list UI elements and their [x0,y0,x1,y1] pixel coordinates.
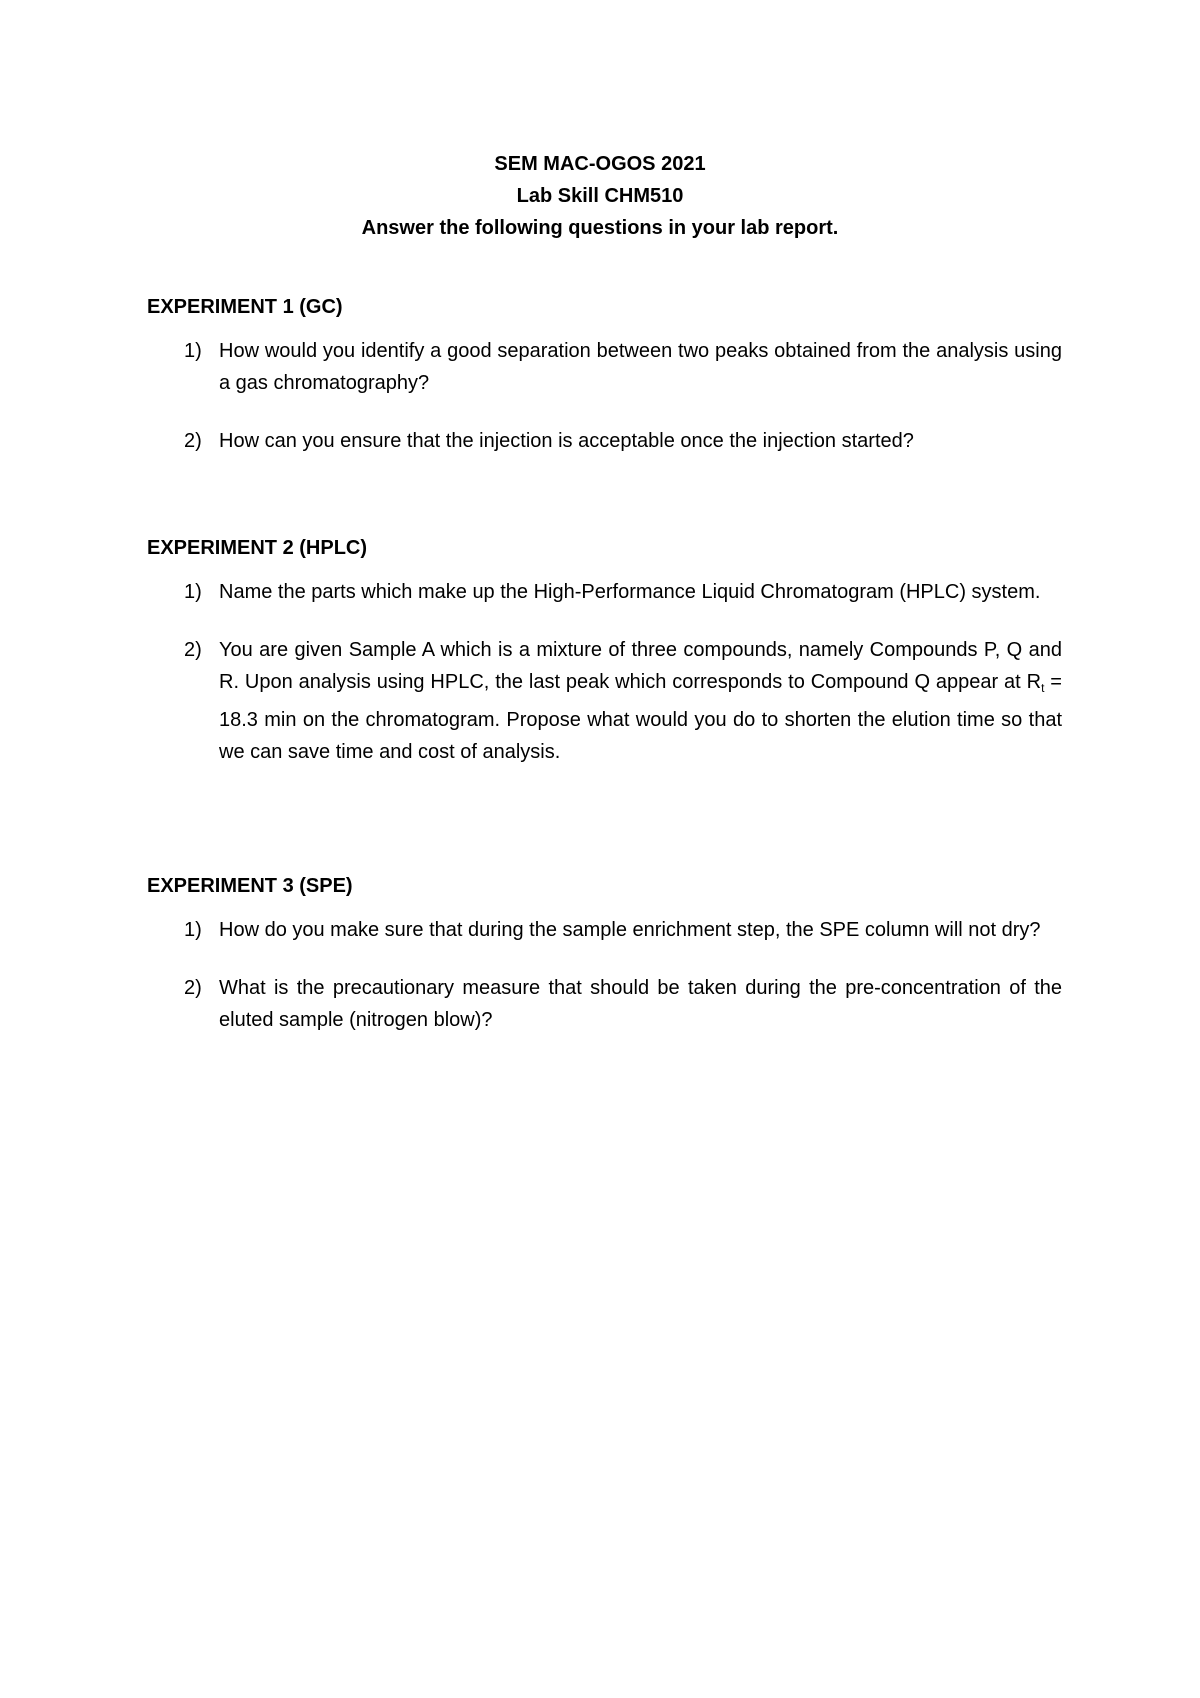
course-title: Lab Skill CHM510 [516,185,684,207]
section-experiment-1 [147,291,1062,483]
question-list [147,576,1062,768]
question-item [147,576,1062,608]
section-title: EXPERIMENT 1 (GC) [147,296,343,318]
question-number: 2) [184,977,202,999]
section-experiment-2 [147,532,1062,794]
section-experiment-3 [147,870,1062,1062]
question-item [147,425,1062,457]
question-text: What is the precautionary measure that should be taken during the pre-concentration of the eluted sample (nitrogen blow)? [219,977,1062,1031]
question-item [147,914,1062,946]
question-text: How would you identify a good separation between two peaks obtained from the analysis using a gas chromatography? [219,340,1062,394]
question-text-part: = 18.3 min on the chromatogram. Propose what would you do to shorten the elution time so that we can save time and cost of analysis. [219,671,1062,763]
question-list [147,335,1062,457]
question-number: 1) [184,919,202,941]
subscript-t: t [1041,681,1045,695]
question-item [147,972,1062,1036]
instructions: Answer the following questions in your lab report. [361,217,839,239]
question-list [147,914,1062,1036]
question-text: Name the parts which make up the High-Performance Liquid Chromatogram (HPLC) system. [219,581,1041,603]
question-text-part: You are given Sample A which is a mixture of three compounds, namely Compounds P, Q and R. Upon analysis using HPLC, the last peak which corresponds to Compound Q appear at R [219,639,1062,693]
question-text: How can you ensure that the injection is acceptable once the injection started? [219,430,914,452]
question-number: 2) [184,430,202,452]
section-title: EXPERIMENT 2 (HPLC) [147,537,368,559]
question-number: 1) [184,581,202,603]
question-text: How do you make sure that during the sample enrichment step, the SPE column will not dry? [219,919,1041,941]
section-title: EXPERIMENT 3 (SPE) [147,875,353,897]
question-number: 1) [184,340,202,362]
question-item [147,335,1062,399]
question-item [147,634,1062,768]
document-header [0,148,1200,244]
question-text [219,634,1062,768]
question-number: 2) [184,639,202,661]
semester-title: SEM MAC-OGOS 2021 [494,153,706,175]
